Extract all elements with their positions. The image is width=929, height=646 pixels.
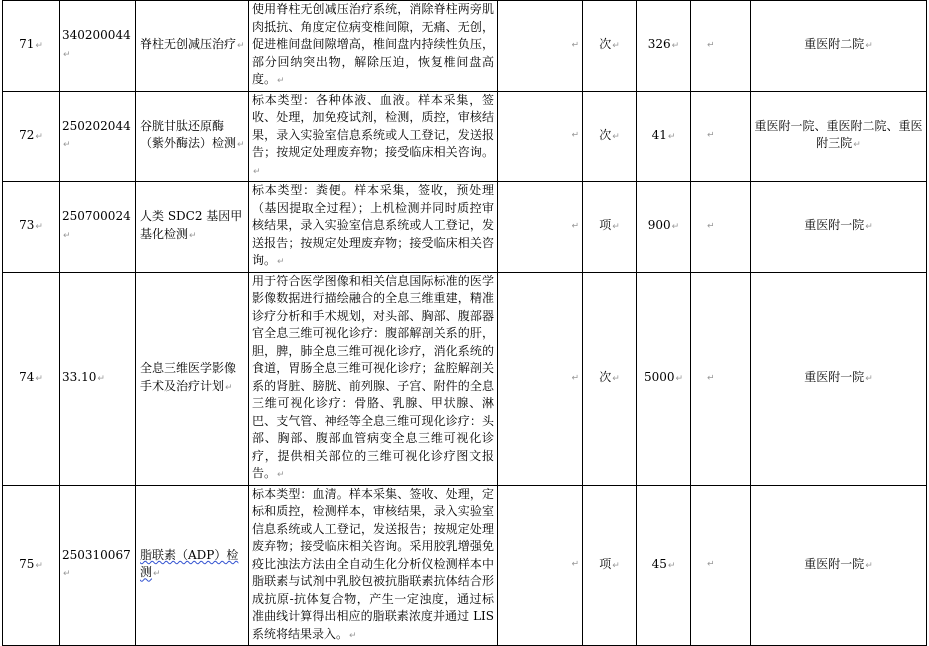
row-number-cell[interactable]: 75↵ — [3, 485, 60, 646]
item-code-cell[interactable]: 250202044↵ — [60, 91, 136, 182]
excluded-content-cell[interactable]: ↵ — [498, 1, 583, 92]
price-cell[interactable]: 5000↵ — [637, 272, 691, 485]
row-number-cell[interactable]: 74↵ — [3, 272, 60, 485]
price-cell[interactable]: 45↵ — [637, 485, 691, 646]
hospital-cell[interactable]: 重医附一院↵ — [751, 182, 927, 273]
item-description-cell[interactable]: 用于符合医学图像和相关信息国际标准的医学影像数据进行描绘融合的全息三维重建，精准诊疗分析和手术规划，对头部、胸部、腹部器官全息三维可视化诊疗：腹部解剖关系的肝，胆，脾，肺全息三维可视化诊疗，消化系统的食道，胃肠全息三维可视化诊疗；盆腔解剖关系的肾脏、膀胱、前列腺、子宫、附件的全息三维可视化诊疗：骨胳、乳腺、甲状腺、淋巴、支气管、神经等全息三维可现化诊疗：头部、胸部、腹部血管病变全息三维可视化诊疗，提供相关部位的三维可视化诊疗图文报告。↵ — [249, 272, 498, 485]
hospital-cell[interactable]: 重医附一院、重医附二院、重医附三院↵ — [751, 91, 927, 182]
price-cell[interactable]: 326↵ — [637, 1, 691, 92]
price-cell[interactable]: 900↵ — [637, 182, 691, 273]
price-cell[interactable]: 41↵ — [637, 91, 691, 182]
item-code-cell[interactable]: 340200044↵ — [60, 1, 136, 92]
pricing-table — [2, 0, 927, 646]
hospital-cell[interactable]: 重医附一院↵ — [751, 272, 927, 485]
table-row — [3, 272, 927, 485]
item-name-cell[interactable]: 全息三维医学影像手术及治疗计划↵ — [136, 272, 249, 485]
item-description-cell[interactable]: 使用脊柱无创减压治疗系统，消除脊柱两旁肌肉抵抗、角度定位病变椎间隙，无痛、无创，促进椎间盘间隙增高，椎间盘内持续性负压，部分回纳突出物，解除压迫，恢复椎间盘高度。↵ — [249, 1, 498, 92]
table-row — [3, 485, 927, 646]
unit-cell[interactable]: 次↵ — [583, 1, 637, 92]
note-cell[interactable]: ↵ — [691, 91, 751, 182]
hospital-cell[interactable]: 重医附二院↵ — [751, 1, 927, 92]
item-name-cell[interactable]: 人类 SDC2 基因甲基化检测↵ — [136, 182, 249, 273]
note-cell[interactable]: ↵ — [691, 1, 751, 92]
row-number-cell[interactable]: 72↵ — [3, 91, 60, 182]
row-number-cell[interactable]: 71↵ — [3, 1, 60, 92]
note-cell[interactable]: ↵ — [691, 272, 751, 485]
excluded-content-cell[interactable]: ↵ — [498, 182, 583, 273]
excluded-content-cell[interactable]: ↵ — [498, 485, 583, 646]
item-description-cell[interactable]: 标本类型：各种体液、血液。样本采集，签收、处理，加免疫试剂，检测，质控，审核结果，录入实验室信息系统或人工登记，发送报告；按规定处理废弃物；接受临床相关咨询。↵ — [249, 91, 498, 182]
table-row — [3, 1, 927, 92]
excluded-content-cell[interactable]: ↵ — [498, 91, 583, 182]
item-code-cell[interactable]: 250700024↵ — [60, 182, 136, 273]
item-code-cell[interactable]: 33.10↵ — [60, 272, 136, 485]
item-name-cell[interactable]: 谷胱甘肽还原酶（紫外酶法）检测↵ — [136, 91, 249, 182]
item-description-cell[interactable]: 标本类型：粪便。样本采集，签收，预处理（基因提取全过程）；上机检测并同时质控审核结果，录入实验室信息系统或人工登记，发送报告；按规定处理废弃物；接受临床相关咨询。↵ — [249, 182, 498, 273]
unit-cell[interactable]: 项↵ — [583, 182, 637, 273]
table-row — [3, 91, 927, 182]
unit-cell[interactable]: 项↵ — [583, 485, 637, 646]
note-cell[interactable]: ↵ — [691, 485, 751, 646]
note-cell[interactable]: ↵ — [691, 182, 751, 273]
row-number-cell[interactable]: 73↵ — [3, 182, 60, 273]
item-name-cell[interactable]: 脊柱无创减压治疗↵ — [136, 1, 249, 92]
unit-cell[interactable]: 次↵ — [583, 272, 637, 485]
excluded-content-cell[interactable]: ↵ — [498, 272, 583, 485]
item-code-cell[interactable]: 250310067↵ — [60, 485, 136, 646]
item-name-cell[interactable]: 脂联素（ADP）检测↵ — [136, 485, 249, 646]
unit-cell[interactable]: 次↵ — [583, 91, 637, 182]
hospital-cell[interactable]: 重医附一院↵ — [751, 485, 927, 646]
table-row — [3, 182, 927, 273]
item-description-cell[interactable]: 标本类型：血清。样本采集、签收、处理，定标和质控，检测样本，审核结果，录入实验室信息系统或人工登记，发送报告；按规定处理废弃物；接受临床相关咨询。采用胶乳增强免疫比浊法方法由全自动生化分析仪检测样本中脂联素与试剂中乳胶包被抗脂联素抗体结合形成抗原-抗体复合物，产生一定浊度，通过标准曲线计算得出相应的脂联素浓度并通过 LIS 系统将结果录入。↵ — [249, 485, 498, 646]
